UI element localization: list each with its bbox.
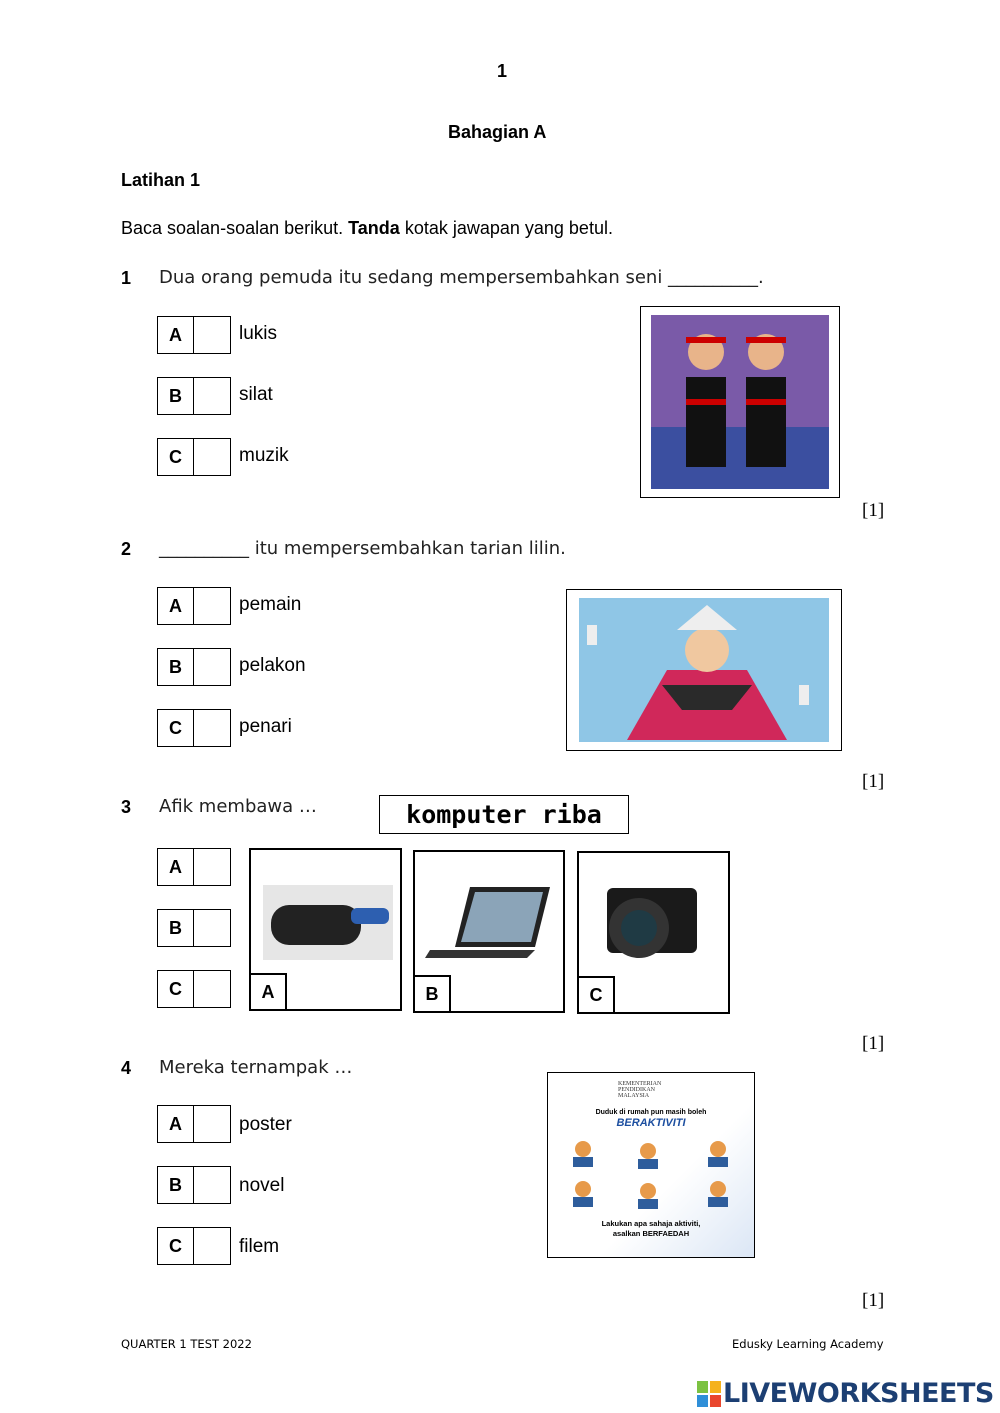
candle-dancer-image	[566, 589, 842, 751]
question-number: 1	[121, 268, 132, 288]
option-box-c[interactable]	[157, 438, 231, 476]
camera-image	[579, 873, 728, 993]
card-letter: A	[251, 973, 287, 1009]
answer-checkbox[interactable]	[194, 1106, 230, 1142]
answer-checkbox[interactable]	[194, 1167, 230, 1203]
poster-line2: BERAKTIVITI	[616, 1117, 686, 1129]
answer-checkbox[interactable]	[194, 439, 230, 475]
liveworksheets-logo	[697, 1378, 994, 1409]
mark: [1]	[862, 1290, 885, 1311]
question-text: Dua orang pemuda itu sedang mempersembahkan seni __________.	[159, 267, 764, 288]
option-label: novel	[239, 1175, 285, 1196]
option-box-c[interactable]	[157, 709, 231, 747]
live-blocks-icon	[697, 1381, 721, 1407]
answer-checkbox[interactable]	[194, 849, 230, 885]
question-text: Mereka ternampak …	[159, 1057, 353, 1078]
instruction-text: kotak jawapan yang betul.	[399, 218, 613, 238]
option-letter: A	[158, 1106, 194, 1142]
mark: [1]	[862, 771, 885, 792]
poster-line4: asalkan BERFAEDAH	[612, 1229, 690, 1238]
answer-checkbox[interactable]	[194, 588, 230, 624]
option-letter: C	[158, 710, 194, 746]
question-number: 3	[121, 797, 132, 817]
mark: [1]	[862, 500, 885, 521]
option-box-a[interactable]	[157, 848, 231, 886]
option-label: pelakon	[239, 655, 306, 676]
option-box-b[interactable]	[157, 648, 231, 686]
footer-left: QUARTER 1 TEST 2022	[121, 1337, 252, 1351]
question-number: 2	[121, 539, 132, 559]
question-number: 4	[121, 1058, 132, 1078]
option-box-b[interactable]	[157, 909, 231, 947]
option-label: pemain	[239, 594, 302, 615]
option-box-a[interactable]	[157, 1105, 231, 1143]
footer-right: Edusky Learning Academy	[732, 1337, 884, 1351]
option-letter: A	[158, 588, 194, 624]
instruction-bold: Tanda	[348, 218, 400, 238]
picture-card-b	[413, 850, 565, 1013]
picture-card-a	[249, 848, 402, 1011]
option-box-b[interactable]	[157, 377, 231, 415]
option-letter: B	[158, 910, 194, 946]
question-text: __________ itu mempersembahkan tarian lilin.	[159, 538, 566, 559]
silat-image	[640, 306, 840, 498]
card-letter: B	[415, 975, 451, 1011]
instruction-text: Baca soalan-soalan berikut.	[121, 218, 349, 238]
answer-checkbox[interactable]	[194, 971, 230, 1007]
answer-checkbox[interactable]	[194, 649, 230, 685]
picture-card-c	[577, 851, 730, 1014]
option-letter: B	[158, 649, 194, 685]
card-letter: C	[579, 976, 615, 1012]
option-letter: C	[158, 971, 194, 1007]
option-box-c[interactable]	[157, 1227, 231, 1265]
vr-headset-image	[251, 870, 400, 990]
answer-checkbox[interactable]	[194, 378, 230, 414]
poster-line1: Duduk di rumah pun masih boleh	[595, 1109, 707, 1116]
option-label: filem	[239, 1236, 280, 1257]
option-box-b[interactable]	[157, 1166, 231, 1204]
option-label: penari	[239, 716, 292, 737]
page-number: 1	[497, 61, 508, 81]
option-label: muzik	[239, 445, 289, 466]
option-label: lukis	[239, 323, 278, 344]
mark: [1]	[862, 1033, 885, 1054]
option-box-a[interactable]	[157, 316, 231, 354]
answer-checkbox[interactable]	[194, 1228, 230, 1264]
watermark-text: LIVEWORKSHEETS	[723, 1378, 994, 1409]
option-letter: A	[158, 317, 194, 353]
option-letter: C	[158, 1228, 194, 1264]
exercise-title: Latihan 1	[121, 170, 201, 190]
poster-line3: Lakukan apa sahaja aktiviti,	[601, 1219, 701, 1228]
answer-checkbox[interactable]	[194, 910, 230, 946]
option-box-a[interactable]	[157, 587, 231, 625]
answer-checkbox[interactable]	[194, 710, 230, 746]
option-letter: B	[158, 378, 194, 414]
option-box-c[interactable]	[157, 970, 231, 1008]
option-label: silat	[239, 384, 273, 405]
poster-ministry: KEMENTERIAN PENDIDIKAN MALAYSIA	[618, 1081, 662, 1099]
poster-image	[547, 1072, 755, 1258]
answer-checkbox[interactable]	[194, 317, 230, 353]
option-letter: A	[158, 849, 194, 885]
option-letter: C	[158, 439, 194, 475]
option-label: poster	[239, 1114, 292, 1135]
word-card: komputer riba	[379, 795, 629, 834]
instruction	[121, 218, 613, 239]
section-title: Bahagian A	[448, 122, 547, 142]
option-letter: B	[158, 1167, 194, 1203]
question-text: Afik membawa …	[159, 796, 317, 817]
laptop-image	[415, 872, 563, 992]
